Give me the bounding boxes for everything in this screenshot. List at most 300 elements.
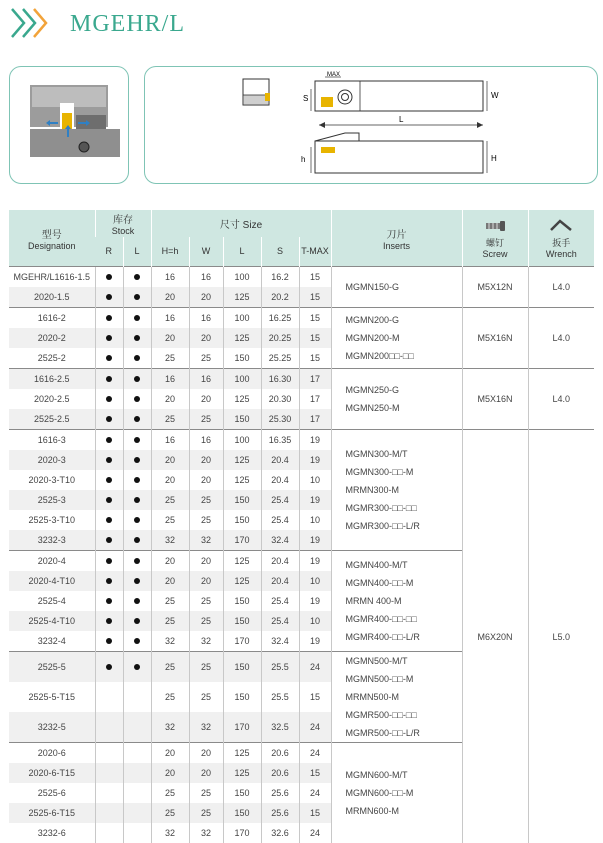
s-cell: 20.4: [261, 551, 299, 572]
w-cell: 32: [189, 530, 223, 551]
designation-cell: 3232-5: [9, 712, 95, 743]
s-cell: 25.4: [261, 611, 299, 631]
designation-cell: 2525-2: [9, 348, 95, 369]
stock-r-cell: [95, 490, 123, 510]
in-stock-dot-icon: [106, 477, 112, 483]
stock-l-cell: [123, 571, 151, 591]
length-cell: 100: [223, 267, 261, 288]
in-stock-dot-icon: [134, 457, 140, 463]
in-stock-dot-icon: [134, 664, 140, 670]
length-cell: 100: [223, 308, 261, 329]
stock-l-cell: [123, 763, 151, 783]
in-stock-dot-icon: [106, 416, 112, 422]
h-cell: 20: [151, 551, 189, 572]
length-cell: 125: [223, 551, 261, 572]
wrench-cell: L5.0: [528, 430, 594, 843]
h-cell: 32: [151, 823, 189, 843]
length-cell: 150: [223, 652, 261, 683]
stock-r-cell: [95, 763, 123, 783]
stock-r-cell: [95, 571, 123, 591]
h-cell: 25: [151, 652, 189, 683]
h-cell: 16: [151, 308, 189, 329]
w-cell: 20: [189, 470, 223, 490]
designation-cell: 2525-6-T15: [9, 803, 95, 823]
col-s-header: S: [261, 237, 299, 267]
s-cell: 20.4: [261, 450, 299, 470]
insert-code: MRMN300-M: [346, 481, 462, 499]
designation-cell: 2020-3: [9, 450, 95, 470]
tmax-cell: 15: [299, 267, 331, 288]
stock-l-cell: [123, 611, 151, 631]
w-cell: 25: [189, 490, 223, 510]
stock-l-cell: [123, 308, 151, 329]
s-cell: 16.35: [261, 430, 299, 451]
w-cell: 20: [189, 743, 223, 764]
in-stock-dot-icon: [134, 396, 140, 402]
in-stock-dot-icon: [106, 457, 112, 463]
stock-r-cell: [95, 389, 123, 409]
inserts-cell: [331, 743, 462, 843]
in-stock-dot-icon: [134, 578, 140, 584]
designation-cell: 2020-2: [9, 328, 95, 348]
length-cell: 150: [223, 409, 261, 430]
in-stock-dot-icon: [106, 638, 112, 644]
wrench-icon: [548, 218, 574, 234]
screw-cell: M5X16N: [462, 308, 528, 369]
stock-r-cell: [95, 682, 123, 712]
length-cell: 150: [223, 611, 261, 631]
grooving-tool-illustration: [10, 67, 128, 183]
stock-l-cell: [123, 287, 151, 308]
stock-l-cell: [123, 743, 151, 764]
designation-cell: 2020-6-T15: [9, 763, 95, 783]
tool-photo-panel: [9, 66, 129, 184]
w-cell: 16: [189, 308, 223, 329]
in-stock-dot-icon: [106, 537, 112, 543]
stock-r-cell: [95, 783, 123, 803]
in-stock-dot-icon: [106, 335, 112, 341]
w-cell: 20: [189, 389, 223, 409]
designation-cell: 1616-2: [9, 308, 95, 329]
stock-l-cell: [123, 389, 151, 409]
in-stock-dot-icon: [106, 517, 112, 523]
h-big-dimension-label: H: [491, 154, 497, 163]
tmax-cell: 10: [299, 510, 331, 530]
w-cell: 25: [189, 611, 223, 631]
tmax-cell: 19: [299, 530, 331, 551]
wrench-cell: L4.0: [528, 369, 594, 430]
w-cell: 25: [189, 783, 223, 803]
col-tmax-header: T-MAX: [299, 237, 331, 267]
designation-cell: 2020-4-T10: [9, 571, 95, 591]
s-dimension-label: S: [303, 94, 308, 103]
length-cell: 100: [223, 369, 261, 390]
length-cell: 150: [223, 682, 261, 712]
in-stock-dot-icon: [134, 376, 140, 382]
in-stock-dot-icon: [134, 497, 140, 503]
insert-code: MGMN500-M/T: [346, 652, 462, 670]
w-cell: 25: [189, 510, 223, 530]
stock-l-cell: [123, 823, 151, 843]
in-stock-dot-icon: [134, 294, 140, 300]
insert-code: MGMN600-□□-M: [346, 784, 462, 802]
tmax-cell: 15: [299, 803, 331, 823]
spec-table-body: [9, 267, 594, 843]
length-cell: 170: [223, 631, 261, 652]
length-cell: 170: [223, 823, 261, 843]
in-stock-dot-icon: [106, 376, 112, 382]
h-cell: 20: [151, 450, 189, 470]
w-cell: 25: [189, 682, 223, 712]
w-cell: 32: [189, 712, 223, 743]
s-cell: 25.30: [261, 409, 299, 430]
designation-cell: 2525-4-T10: [9, 611, 95, 631]
page-title: MGEHR/L: [70, 11, 185, 38]
tmax-cell: 17: [299, 409, 331, 430]
inserts-cell: [331, 369, 462, 430]
h-cell: 25: [151, 591, 189, 611]
h-cell: 25: [151, 611, 189, 631]
stock-l-cell: [123, 470, 151, 490]
col-r-header: R: [95, 237, 123, 267]
tmax-cell: 10: [299, 571, 331, 591]
stock-l-cell: [123, 369, 151, 390]
length-cell: 150: [223, 490, 261, 510]
designation-cell: 2525-6: [9, 783, 95, 803]
tmax-cell: 19: [299, 430, 331, 451]
stock-l-cell: [123, 490, 151, 510]
w-cell: 20: [189, 287, 223, 308]
insert-code: MGMR500-□□-L/R: [346, 724, 462, 742]
insert-code: MGMR500-□□-□□: [346, 706, 462, 724]
max-dimension-label: MAX: [327, 72, 340, 78]
designation-cell: 2020-2.5: [9, 389, 95, 409]
h-small-dimension-label: h: [301, 155, 305, 164]
stock-r-cell: [95, 803, 123, 823]
designation-cell: 2525-5: [9, 652, 95, 683]
w-cell: 25: [189, 591, 223, 611]
h-cell: 20: [151, 763, 189, 783]
h-cell: 16: [151, 430, 189, 451]
s-cell: 20.4: [261, 470, 299, 490]
s-cell: 32.4: [261, 530, 299, 551]
tmax-cell: 15: [299, 348, 331, 369]
w-cell: 25: [189, 803, 223, 823]
tmax-cell: 17: [299, 389, 331, 409]
s-cell: 20.6: [261, 743, 299, 764]
table-row: [9, 430, 594, 451]
insert-code: MGMN250-G: [346, 381, 462, 399]
designation-cell: 2525-4: [9, 591, 95, 611]
stock-l-cell: [123, 450, 151, 470]
s-cell: 20.30: [261, 389, 299, 409]
w-cell: 25: [189, 652, 223, 683]
insert-code: MGMN300-□□-M: [346, 463, 462, 481]
stock-r-cell: [95, 510, 123, 530]
h-cell: 16: [151, 369, 189, 390]
stock-l-cell: [123, 712, 151, 743]
stock-r-cell: [95, 308, 123, 329]
stock-r-cell: [95, 450, 123, 470]
stock-l-cell: [123, 682, 151, 712]
w-cell: 16: [189, 369, 223, 390]
s-cell: 20.6: [261, 763, 299, 783]
s-cell: 20.2: [261, 287, 299, 308]
insert-code: MGMN200-G: [346, 311, 462, 329]
tmax-cell: 15: [299, 328, 331, 348]
insert-code: MGMN600-M/T: [346, 766, 462, 784]
length-cell: 170: [223, 712, 261, 743]
in-stock-dot-icon: [134, 537, 140, 543]
in-stock-dot-icon: [134, 477, 140, 483]
h-cell: 20: [151, 571, 189, 591]
w-cell: 25: [189, 348, 223, 369]
in-stock-dot-icon: [106, 355, 112, 361]
w-cell: 20: [189, 328, 223, 348]
length-cell: 125: [223, 743, 261, 764]
stock-l-cell: [123, 348, 151, 369]
col-h-header: H=h: [151, 237, 189, 267]
stock-r-cell: [95, 287, 123, 308]
designation-cell: 3232-3: [9, 530, 95, 551]
insert-code: MRMN600-M: [346, 802, 462, 820]
length-cell: 100: [223, 430, 261, 451]
length-cell: 125: [223, 287, 261, 308]
inserts-cell: [331, 308, 462, 369]
in-stock-dot-icon: [106, 598, 112, 604]
designation-cell: 1616-3: [9, 430, 95, 451]
in-stock-dot-icon: [134, 416, 140, 422]
in-stock-dot-icon: [106, 315, 112, 321]
insert-code: MGMN200-M: [346, 329, 462, 347]
in-stock-dot-icon: [134, 315, 140, 321]
in-stock-dot-icon: [134, 437, 140, 443]
stock-l-cell: [123, 783, 151, 803]
stock-l-cell: [123, 631, 151, 652]
spec-table: [9, 210, 594, 843]
dimension-drawing-panel: [144, 66, 598, 184]
designation-cell: 3232-4: [9, 631, 95, 652]
designation-cell: 2525-2.5: [9, 409, 95, 430]
s-cell: 25.5: [261, 682, 299, 712]
col-length-header: L: [223, 237, 261, 267]
col-w-header: W: [189, 237, 223, 267]
stock-l-cell: [123, 328, 151, 348]
insert-code: MGMN500-□□-M: [346, 670, 462, 688]
length-cell: 170: [223, 530, 261, 551]
length-cell: 125: [223, 571, 261, 591]
in-stock-dot-icon: [134, 335, 140, 341]
insert-code: MRMN 400-M: [346, 592, 462, 610]
tmax-cell: 24: [299, 652, 331, 683]
w-cell: 20: [189, 450, 223, 470]
stock-l-cell: [123, 430, 151, 451]
inserts-cell: [331, 652, 462, 743]
in-stock-dot-icon: [134, 558, 140, 564]
in-stock-dot-icon: [134, 355, 140, 361]
s-cell: 16.2: [261, 267, 299, 288]
w-cell: 32: [189, 823, 223, 843]
s-cell: 25.4: [261, 510, 299, 530]
length-cell: 125: [223, 328, 261, 348]
wrench-cell: L4.0: [528, 308, 594, 369]
in-stock-dot-icon: [134, 274, 140, 280]
stock-header: 库存 Stock: [95, 210, 151, 237]
in-stock-dot-icon: [106, 618, 112, 624]
insert-code: MGMN400-□□-M: [346, 574, 462, 592]
s-cell: 25.6: [261, 803, 299, 823]
tmax-cell: 15: [299, 308, 331, 329]
wrench-header: 扳手 Wrench: [528, 210, 594, 267]
tmax-cell: 24: [299, 743, 331, 764]
stock-r-cell: [95, 267, 123, 288]
col-l-header: L: [123, 237, 151, 267]
in-stock-dot-icon: [106, 437, 112, 443]
in-stock-dot-icon: [134, 638, 140, 644]
h-cell: 20: [151, 287, 189, 308]
w-cell: 16: [189, 267, 223, 288]
length-cell: 150: [223, 783, 261, 803]
screw-icon: [482, 218, 508, 234]
in-stock-dot-icon: [134, 598, 140, 604]
designation-cell: 2020-6: [9, 743, 95, 764]
h-cell: 25: [151, 490, 189, 510]
stock-r-cell: [95, 712, 123, 743]
in-stock-dot-icon: [134, 517, 140, 523]
designation-cell: 2525-5-T15: [9, 682, 95, 712]
s-cell: 25.5: [261, 652, 299, 683]
stock-r-cell: [95, 823, 123, 843]
insert-code: MGMN300-M/T: [346, 445, 462, 463]
table-row: [9, 308, 594, 329]
s-cell: 32.4: [261, 631, 299, 652]
length-cell: 125: [223, 389, 261, 409]
in-stock-dot-icon: [106, 294, 112, 300]
stock-r-cell: [95, 470, 123, 490]
stock-l-cell: [123, 510, 151, 530]
h-cell: 25: [151, 348, 189, 369]
h-cell: 16: [151, 267, 189, 288]
length-cell: 150: [223, 803, 261, 823]
stock-l-cell: [123, 591, 151, 611]
chevron-logo-icon: [10, 5, 58, 41]
w-cell: 16: [189, 430, 223, 451]
insert-code: MGMR400-□□-□□: [346, 610, 462, 628]
designation-cell: 2525-3: [9, 490, 95, 510]
tmax-cell: 24: [299, 823, 331, 843]
tmax-cell: 15: [299, 287, 331, 308]
stock-l-cell: [123, 551, 151, 572]
stock-l-cell: [123, 530, 151, 551]
h-cell: 25: [151, 783, 189, 803]
s-cell: 32.5: [261, 712, 299, 743]
dimension-drawing: [145, 67, 597, 183]
h-cell: 25: [151, 682, 189, 712]
designation-cell: 2020-1.5: [9, 287, 95, 308]
insert-code: MGMN150-G: [346, 278, 462, 296]
screw-cell: M5X16N: [462, 369, 528, 430]
designation-cell: 2020-3-T10: [9, 470, 95, 490]
s-cell: 16.30: [261, 369, 299, 390]
w-cell: 32: [189, 631, 223, 652]
stock-r-cell: [95, 409, 123, 430]
screw-cell: M5X12N: [462, 267, 528, 308]
inserts-cell: [331, 430, 462, 551]
in-stock-dot-icon: [134, 618, 140, 624]
size-header: 尺寸 Size: [151, 210, 331, 237]
l-dimension-label: L: [399, 115, 404, 124]
inserts-cell: [331, 267, 462, 308]
h-cell: 32: [151, 530, 189, 551]
tmax-cell: 19: [299, 631, 331, 652]
length-cell: 125: [223, 763, 261, 783]
h-cell: 20: [151, 328, 189, 348]
in-stock-dot-icon: [106, 558, 112, 564]
wrench-cell: L4.0: [528, 267, 594, 308]
screw-header: 螺钉 Screw: [462, 210, 528, 267]
inserts-cell: [331, 551, 462, 652]
tmax-cell: 15: [299, 763, 331, 783]
w-cell: 20: [189, 571, 223, 591]
insert-code: MGMN250-M: [346, 399, 462, 417]
tmax-cell: 15: [299, 682, 331, 712]
tmax-cell: 24: [299, 712, 331, 743]
w-cell: 20: [189, 551, 223, 572]
screw-cell: M6X20N: [462, 430, 528, 843]
w-cell: 20: [189, 763, 223, 783]
s-cell: 25.4: [261, 591, 299, 611]
h-cell: 20: [151, 470, 189, 490]
stock-r-cell: [95, 652, 123, 683]
stock-r-cell: [95, 430, 123, 451]
stock-l-cell: [123, 409, 151, 430]
stock-l-cell: [123, 652, 151, 683]
stock-r-cell: [95, 328, 123, 348]
s-cell: 16.25: [261, 308, 299, 329]
table-row: [9, 267, 594, 288]
stock-r-cell: [95, 611, 123, 631]
designation-cell: 2525-3-T10: [9, 510, 95, 530]
stock-l-cell: [123, 803, 151, 823]
tmax-cell: 10: [299, 611, 331, 631]
length-cell: 150: [223, 348, 261, 369]
length-cell: 150: [223, 510, 261, 530]
length-cell: 125: [223, 450, 261, 470]
h-cell: 32: [151, 712, 189, 743]
designation-cell: 2020-4: [9, 551, 95, 572]
tmax-cell: 24: [299, 783, 331, 803]
designation-cell: 3232-6: [9, 823, 95, 843]
insert-code: MGMR300-□□-□□: [346, 499, 462, 517]
designation-cell: MGEHR/L1616-1.5: [9, 267, 95, 288]
length-cell: 125: [223, 470, 261, 490]
in-stock-dot-icon: [106, 578, 112, 584]
insert-code: MGMN200□□-□□: [346, 347, 462, 365]
h-cell: 32: [151, 631, 189, 652]
page-header: [10, 5, 600, 41]
in-stock-dot-icon: [106, 396, 112, 402]
length-cell: 150: [223, 591, 261, 611]
in-stock-dot-icon: [106, 497, 112, 503]
stock-r-cell: [95, 631, 123, 652]
stock-r-cell: [95, 743, 123, 764]
h-cell: 20: [151, 743, 189, 764]
s-cell: 20.4: [261, 571, 299, 591]
in-stock-dot-icon: [106, 274, 112, 280]
inserts-header: 刀片 Inserts: [331, 210, 462, 267]
designation-header: 型号 Designation: [9, 210, 95, 267]
s-cell: 20.25: [261, 328, 299, 348]
